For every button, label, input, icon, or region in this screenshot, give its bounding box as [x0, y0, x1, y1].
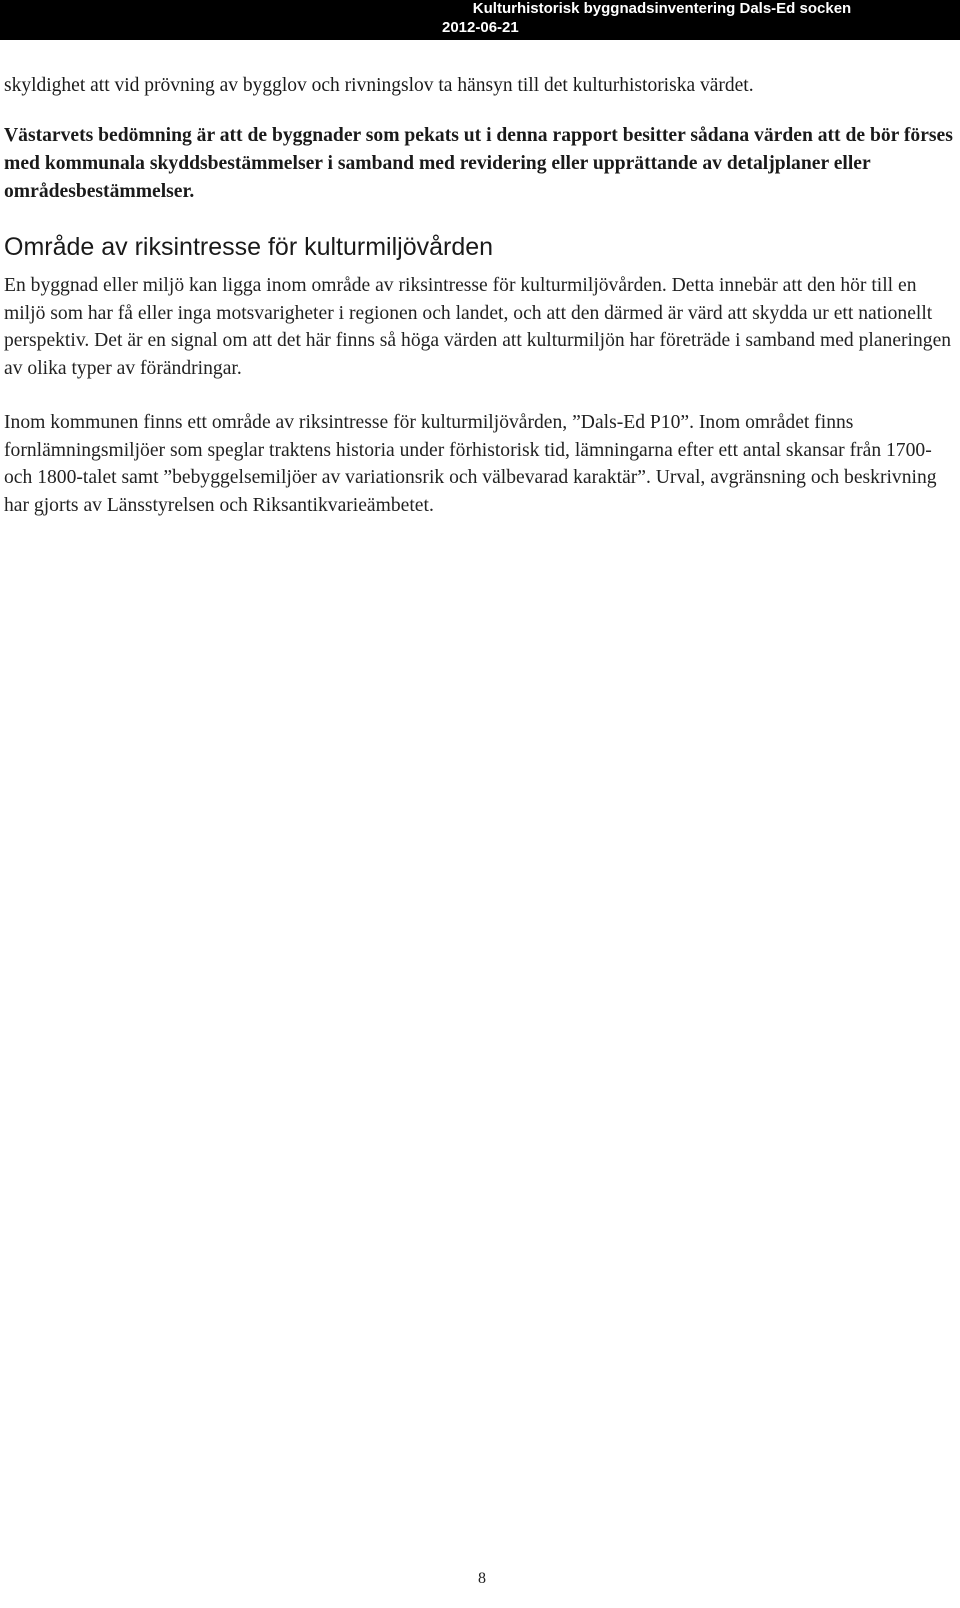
page-header — [0, 0, 960, 40]
header-date: 2012-06-21 — [442, 19, 519, 36]
page-number: 8 — [478, 1570, 486, 1587]
intro-paragraph: skyldighet att vid prövning av bygglov och rivningslov ta hänsyn till det kulturhistoriska värdet. — [4, 75, 754, 96]
section-heading: Område av riksintresse för kulturmiljövården — [4, 233, 494, 261]
document-body — [4, 72, 956, 546]
assessment-paragraph: Västarvets bedömning är att de byggnader som pekats ut i denna rapport besitter sådana värden att de bör förses med kommunala skyddsbestämmelser i samband med revidering eller upprättande av detaljplaner eller områdesbestämmelser. — [4, 125, 953, 202]
header-title: Kulturhistorisk byggnadsinventering Dals-Ed socken — [472, 0, 852, 17]
dals-ed-paragraph: Inom kommunen finns ett område av riksintresse för kulturmiljövården, ”Dals-Ed P10”. Inom området finns fornlämningsmiljöer som speglar traktens historia under förhistorisk tid, lämningarna efter ett antal skansar från 1700- och 1800-talet samt ”bebyggelsemiljöer av variationsrik och välbevarad karaktär”. Urval, avgränsning och beskrivning har gjorts av Länsstyrelsen och Riksantikvarieämbetet. — [4, 412, 937, 516]
riksintresse-paragraph: En byggnad eller miljö kan ligga inom område av riksintresse för kulturmiljövården. Detta innebär att den hör till en miljö som har få eller inga motsvarigheter i regionen och landet, och att den därmed är värd att skydda ur ett nationellt perspektiv. Det är en signal om att det här finns så höga värden att kulturmiljön har företräde i samband med planeringen av olika typer av förändringar. — [4, 275, 952, 379]
